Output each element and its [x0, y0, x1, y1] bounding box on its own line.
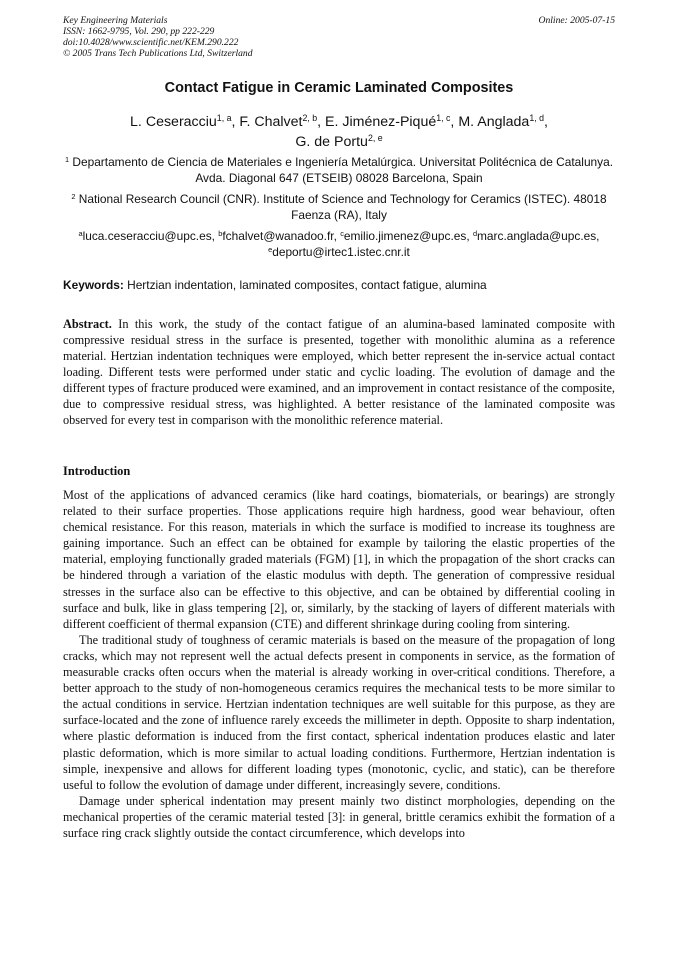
body-paragraph: Most of the applications of advanced ceramics (like hard coatings, biomaterials, or bearings) are strongly related to their surface properties. Those applications require high hardness, good wear behaviour, often chemical resistance. For this reason, materials in which the surface is modified to increase its toughness are gaining importance. Such an effect can be obtained for example by tailoring the elastic properties of the material, employing functionally graded materials (FGM) [1], in which the propagation of the short cracks can be hindered through a variation of the elastic modulus with depth. The generation of compressive residual stresses in the surface also can be effective to this objective, and can be obtained by differential cooling in surface and bulk, like in glass tempering [2], or, similarly, by the stacking of layers of different materials with different coefficient of thermal expansion (CTE) and different shrinkage during cooling from sintering. [63, 488, 615, 631]
author-name: E. Jiménez-Piqué [325, 114, 437, 130]
journal-header [63, 15, 253, 59]
paper-title: Contact Fatigue in Ceramic Laminated Composites [164, 80, 514, 96]
affiliation-2 [63, 192, 615, 223]
copyright-line: © 2005 Trans Tech Publications Ltd, Switzerland [63, 48, 253, 59]
keywords-label: Keywords: [63, 278, 124, 292]
body-paragraph: Damage under spherical indentation may present mainly two distinct morphologies, depending on the mechanical properties of the ceramic material tested [3]: in general, brittle ceramics exhibit the formation of a surface ring crack slightly outside the contact circumference, which develops into [63, 793, 615, 840]
email-address[interactable]: emilio.jimenez@upc.es, [343, 229, 473, 243]
author-name: L. Ceseracciu [130, 114, 217, 130]
doi-line: doi:10.4028/www.scientific.net/KEM.290.222 [63, 37, 239, 48]
author-separator: , [317, 114, 326, 130]
email-address[interactable]: fchalvet@wanadoo.fr, [222, 229, 341, 243]
issn-line: ISSN: 1662-9795, Vol. 290, pp 222-229 [63, 26, 215, 37]
affiliation-text: Departamento de Ciencia de Materiales e Ingeniería Metalúrgica. Universitat Politécnica de Catalunya. Avda. Diagonal 647 (ETSEIB) 08028 Barcelona, Spain [72, 155, 614, 185]
email-sup: b [218, 228, 223, 238]
email-address[interactable]: luca.ceseracciu@upc.es, [82, 229, 219, 243]
online-date: Online: 2005-07-15 [538, 15, 615, 26]
affiliation-sup: 1 [64, 154, 70, 164]
author-affil-sup: 2, e [367, 133, 383, 144]
email-address[interactable]: deportu@irtec1.istec.cnr.it [272, 244, 410, 259]
author-separator: , [450, 114, 459, 130]
email-address[interactable]: marc.anglada@upc.es, [477, 229, 600, 243]
email-sup: a [78, 228, 83, 238]
affiliation-text: National Research Council (CNR). Institute of Science and Technology for Ceramics (ISTEC). 48018 Faenza (RA), Italy [78, 192, 607, 222]
email-sup: d [472, 228, 478, 238]
abstract [63, 316, 615, 428]
author-list [63, 112, 615, 152]
author-name: G. de Portu [295, 134, 368, 150]
introduction-body [63, 487, 615, 841]
author-separator: , [231, 114, 240, 130]
body-paragraph: The traditional study of toughness of ceramic materials is based on the measure of the propagation of long cracks, which may not represent well the actual defects present in components in service, as the formation of measurable cracks often occurs when the material is already working in over-critical conditions. Therefore, a better approach to the study of non-homogeneous ceramics requires the mechanical tests to be more similar to the actual conditions in service. Hertzian indentation techniques are well suitable for this purpose, as they are surface-located and the zone of influence rarely exceeds the millimeter in depth. Opposite to sharp indentation, where plastic deformation is induced from the first contact, spherical indentation produces elastic and later plastic deformation, which is more similar to actual loading conditions. Furthermore, Hertzian indentation is simple, inexpensive and allows for different loading types (monotonic, cyclic, and static), can be therefore useful to follow the evolution of damage under different, increasingly severe, conditions. [63, 632, 615, 792]
keywords-text: Hertzian indentation, laminated composites, contact fatigue, alumina [123, 278, 487, 292]
author-affil-sup: 2, b [302, 113, 318, 124]
affiliation-1 [63, 155, 615, 186]
author-affil-sup: 1, c [436, 113, 451, 124]
email-sup: e [268, 244, 273, 254]
abstract-label: Abstract. [63, 317, 112, 331]
author-affil-sup: 1, a [216, 113, 232, 124]
abstract-text: In this work, the study of the contact fatigue of an alumina-based laminated composite with compressive residual stress in the surface is presented, together with monolithic alumina as a reference material. Hertzian indentation techniques were employed, which better represent the in-service actual contact loading. Different tests were performed under static and cyclic loading. The evolution of damage and the different types of fracture produced were examined, and an improvement in contact resistance of the composite, due to compressive residual stress, was highlighted. A better resistance of the laminated composite was observed for every test in comparison with the monolithic reference material. [63, 317, 615, 427]
keywords [63, 278, 615, 292]
journal-name: Key Engineering Materials [63, 15, 168, 26]
author-separator: , [544, 114, 548, 130]
affiliation-sup: 2 [71, 191, 76, 201]
author-name: M. Anglada [458, 114, 530, 130]
author-name: F. Chalvet [239, 114, 303, 130]
introduction-heading: Introduction [63, 464, 131, 478]
email-list [63, 229, 615, 260]
author-affil-sup: 1, d [529, 113, 544, 124]
email-sup: c [340, 228, 344, 238]
